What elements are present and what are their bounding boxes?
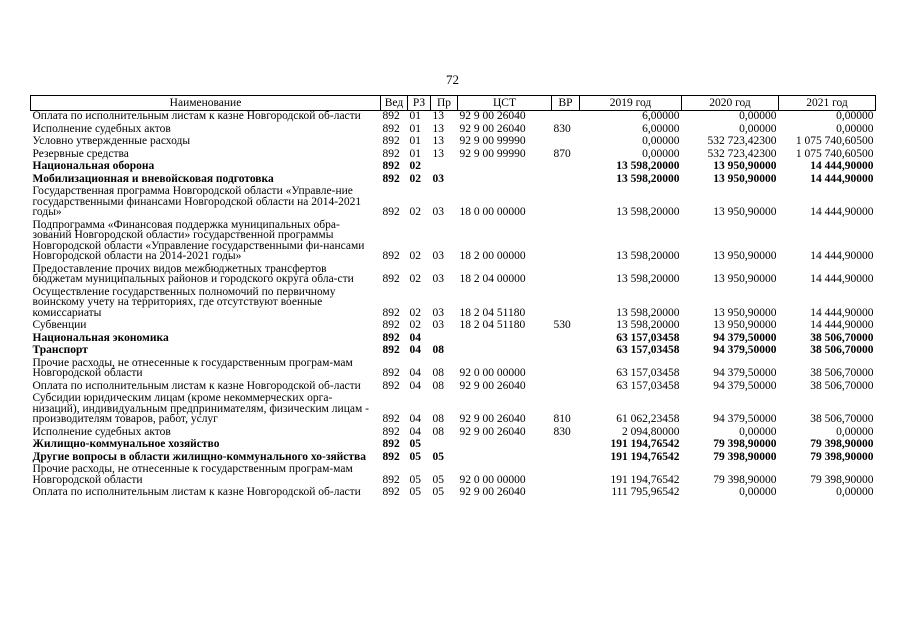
row-amount-2019: 13 598,20000 (616, 319, 680, 331)
row-amount-2019: 0,00000 (642, 135, 680, 147)
row-name: Субвенции (32, 319, 87, 331)
row-cst: 92 9 00 26040 (459, 486, 526, 498)
row-amount-2020: 0,00000 (739, 425, 777, 438)
row-vr (552, 345, 580, 358)
row-vr: 830 (553, 425, 571, 438)
row-rz: 01 (409, 135, 421, 147)
row-pr: 05 (432, 486, 444, 498)
row-rz: 02 (409, 206, 421, 218)
row-ved: 892 (382, 135, 400, 147)
row-cst (458, 345, 552, 358)
row-amount-2021: 38 506,70000 (810, 331, 874, 344)
row-cst: 92 0 00 00000 (459, 473, 526, 486)
row-amount-2019: 61 062,23458 (616, 413, 680, 425)
row-cst: 92 9 00 26040 (459, 425, 526, 438)
col-header-2021: 2021 год (779, 96, 876, 111)
row-amount-2020: 13 950,90000 (713, 273, 777, 285)
row-pr: 13 (432, 147, 444, 160)
table-row (31, 264, 876, 287)
row-amount-2021: 79 398,90000 (810, 473, 874, 486)
row-cst: 92 9 00 99990 (459, 147, 526, 160)
row-amount-2020: 79 398,90000 (713, 473, 777, 486)
row-vr (552, 333, 580, 346)
row-vr: 530 (553, 319, 571, 331)
row-amount-2020: 94 379,50000 (713, 413, 777, 425)
table-row (31, 439, 876, 452)
row-name: Осуществление государственных полномочий по первичному воинскому учету на территориях, где отсутствуют военные комиссариаты (32, 285, 336, 319)
row-ved: 892 (382, 450, 400, 463)
row-amount-2020: 79 398,90000 (713, 438, 777, 450)
table-row (31, 161, 876, 174)
row-amount-2021: 0,00000 (836, 122, 874, 135)
row-amount-2019: 2 094,80000 (622, 425, 680, 438)
row-name: Жилищно-коммунальное хозяйство (32, 438, 220, 450)
row-name: Транспорт (32, 344, 88, 356)
row-name: Подпрограмма «Финансовая поддержка муниципальных обра-зований Новгородской области» государственной программы Новгородской области «Управление государственными фи-нансами Новгородской области на 2014-2021 годы» (32, 218, 365, 262)
row-pr (431, 161, 458, 174)
col-header-cst: ЦСТ (458, 96, 552, 111)
row-vr (552, 287, 580, 321)
row-amount-2020: 0,00000 (739, 122, 777, 135)
row-amount-2020: 94 379,50000 (713, 379, 777, 392)
row-ved: 892 (382, 331, 400, 344)
row-vr: 870 (553, 147, 571, 160)
row-name: Прочие расходы, не отнесенные к государственным програм-мам Новгородской области (32, 356, 353, 379)
row-rz: 05 (409, 438, 421, 450)
row-ved: 892 (382, 206, 400, 218)
row-vr (552, 452, 580, 465)
row-pr: 08 (432, 413, 444, 425)
row-amount-2019: 13 598,20000 (616, 306, 680, 319)
table-header-row (31, 96, 876, 111)
row-vr: 830 (553, 122, 571, 135)
row-name: Прочие расходы, не отнесенные к государственным програм-мам Новгородской области (32, 463, 353, 486)
row-name: Мобилизационная и вневойсковая подготовка (32, 172, 274, 185)
row-amount-2020: 13 950,90000 (713, 319, 777, 331)
row-ved: 892 (382, 306, 400, 319)
row-amount-2021: 38 506,70000 (810, 379, 874, 392)
row-ved: 892 (382, 379, 400, 392)
table-row (31, 358, 876, 381)
row-pr: 08 (432, 379, 444, 392)
row-amount-2019: 13 598,20000 (616, 273, 680, 285)
col-header-vr: ВР (552, 96, 580, 111)
row-cst: 18 2 00 00000 (459, 250, 526, 262)
row-amount-2020: 94 379,50000 (713, 367, 777, 379)
row-pr: 08 (432, 344, 444, 356)
row-amount-2021: 79 398,90000 (810, 438, 874, 450)
row-rz: 01 (409, 122, 421, 135)
row-amount-2020: 94 379,50000 (713, 344, 777, 356)
row-amount-2020: 13 950,90000 (713, 172, 777, 185)
row-amount-2020: 532 723,42300 (707, 147, 777, 160)
row-amount-2021: 14 444,90000 (810, 250, 874, 262)
row-name: Национальная оборона (32, 160, 155, 172)
row-pr: 03 (432, 172, 444, 185)
row-vr (552, 136, 580, 149)
row-pr: 03 (432, 273, 444, 285)
row-cst (458, 333, 552, 346)
row-amount-2021: 14 444,90000 (810, 172, 874, 185)
row-vr (552, 264, 580, 287)
table-row (31, 487, 876, 500)
row-cst: 18 2 04 51180 (459, 319, 526, 331)
row-ved: 892 (382, 110, 400, 122)
row-cst: 92 9 00 26040 (459, 122, 526, 135)
row-rz: 05 (409, 450, 421, 463)
col-header-rz: РЗ (408, 96, 431, 111)
row-vr (552, 381, 580, 394)
row-pr: 03 (432, 206, 444, 218)
row-cst: 18 2 04 00000 (459, 273, 526, 285)
row-cst: 92 9 00 26040 (459, 413, 526, 425)
row-rz: 02 (409, 250, 421, 262)
row-vr (552, 174, 580, 187)
row-amount-2019: 63 157,03458 (616, 331, 680, 344)
row-pr: 05 (432, 450, 444, 463)
page-number: 72 (446, 72, 459, 87)
row-rz: 01 (409, 110, 421, 122)
row-pr (431, 439, 458, 452)
row-name: Оплата по исполнительным листам к казне Новгородской об-ласти (32, 379, 361, 392)
row-cst (458, 452, 552, 465)
row-amount-2019: 13 598,20000 (616, 250, 680, 262)
row-rz: 05 (409, 486, 421, 498)
row-amount-2021: 14 444,90000 (810, 160, 874, 172)
row-rz: 04 (409, 367, 421, 379)
row-rz: 05 (409, 473, 421, 486)
row-amount-2019: 63 157,03458 (616, 367, 680, 379)
row-amount-2019: 6,00000 (642, 122, 680, 135)
row-rz: 02 (409, 172, 421, 185)
row-amount-2019: 63 157,03458 (616, 379, 680, 392)
table-row (31, 345, 876, 358)
row-amount-2021: 1 075 740,60500 (795, 147, 874, 160)
table-body (31, 111, 876, 500)
row-vr (552, 439, 580, 452)
row-amount-2020: 13 950,90000 (713, 306, 777, 319)
row-amount-2019: 191 194,76542 (610, 438, 680, 450)
row-pr: 03 (432, 306, 444, 319)
row-name: Другие вопросы в области жилищно-коммунального хо-зяйства (32, 450, 366, 463)
row-amount-2019: 0,00000 (642, 147, 680, 160)
row-amount-2021: 79 398,90000 (810, 450, 874, 463)
row-amount-2019: 13 598,20000 (616, 160, 680, 172)
row-name: Условно утвержденные расходы (32, 135, 191, 147)
row-ved: 892 (382, 473, 400, 486)
row-amount-2019: 13 598,20000 (616, 172, 680, 185)
row-amount-2019: 191 194,76542 (610, 473, 680, 486)
row-amount-2021: 14 444,90000 (810, 306, 874, 319)
row-ved: 892 (382, 273, 400, 285)
row-name: Государственная программа Новгородской области «Управле-ние государственными финансами Новгородской области на 2014-2021 годы» (32, 185, 362, 218)
row-rz: 04 (409, 344, 421, 356)
row-amount-2020: 532 723,42300 (707, 135, 777, 147)
row-vr: 810 (553, 413, 571, 425)
row-rz: 02 (409, 319, 421, 331)
row-pr: 13 (432, 135, 444, 147)
row-rz: 02 (409, 273, 421, 285)
row-cst (458, 439, 552, 452)
row-amount-2021: 0,00000 (836, 486, 874, 498)
row-amount-2021: 38 506,70000 (810, 413, 874, 425)
row-ved: 892 (382, 122, 400, 135)
row-rz: 01 (409, 147, 421, 160)
col-header-2019: 2019 год (580, 96, 682, 111)
row-ved: 892 (382, 344, 400, 356)
row-pr: 05 (432, 473, 444, 486)
row-amount-2020: 13 950,90000 (713, 206, 777, 218)
row-pr: 03 (432, 319, 444, 331)
table-row (31, 220, 876, 264)
row-amount-2021: 0,00000 (836, 110, 874, 122)
row-amount-2019: 13 598,20000 (616, 206, 680, 218)
row-ved: 892 (382, 172, 400, 185)
row-amount-2020: 94 379,50000 (713, 331, 777, 344)
row-amount-2019: 63 157,03458 (616, 344, 680, 356)
budget-table (30, 95, 876, 500)
table-row (31, 136, 876, 149)
row-amount-2020: 0,00000 (739, 486, 777, 498)
row-rz: 04 (409, 425, 421, 438)
col-header-name: Наименование (31, 96, 381, 111)
row-cst (458, 174, 552, 187)
row-amount-2021: 0,00000 (836, 425, 874, 438)
row-pr: 13 (432, 110, 444, 122)
row-rz: 02 (409, 306, 421, 319)
col-header-ved: Вед (381, 96, 408, 111)
row-cst: 92 9 00 26040 (459, 379, 526, 392)
row-vr (552, 161, 580, 174)
table-row (31, 111, 876, 124)
row-pr: 08 (432, 425, 444, 438)
table-row (31, 464, 876, 487)
row-amount-2021: 14 444,90000 (810, 319, 874, 331)
row-ved: 892 (382, 147, 400, 160)
col-header-2020: 2020 год (682, 96, 779, 111)
row-ved: 892 (382, 160, 400, 172)
row-amount-2019: 111 795,96542 (611, 486, 680, 498)
row-vr (552, 464, 580, 487)
row-name: Субсидии юридическим лицам (кроме некоммерческих орга-низаций), индивидуальным предпринимателям, физическим лицам - производителям товаров, работ, услуг (32, 392, 369, 425)
row-name: Исполнение судебных актов (32, 425, 171, 438)
row-cst (458, 161, 552, 174)
row-vr (552, 111, 580, 124)
row-ved: 892 (382, 367, 400, 379)
table-row (31, 186, 876, 220)
row-vr (552, 220, 580, 264)
table-row (31, 393, 876, 427)
row-rz: 04 (409, 331, 421, 344)
row-ved: 892 (382, 250, 400, 262)
row-cst: 92 9 00 26040 (459, 110, 526, 122)
row-cst: 18 2 04 51180 (459, 306, 526, 319)
row-amount-2021: 38 506,70000 (810, 344, 874, 356)
row-rz: 04 (409, 379, 421, 392)
row-name: Предоставление прочих видов межбюджетных трансфертов бюджетам муниципальных районов и городского округа обла-сти (32, 262, 354, 285)
row-amount-2020: 0,00000 (739, 110, 777, 122)
row-amount-2021: 14 444,90000 (810, 273, 874, 285)
row-amount-2020: 79 398,90000 (713, 450, 777, 463)
row-pr: 03 (432, 250, 444, 262)
row-name: Оплата по исполнительным листам к казне Новгородской об-ласти (32, 486, 361, 498)
row-name: Национальная экономика (32, 331, 169, 344)
row-vr (552, 358, 580, 381)
table-row (31, 320, 876, 333)
row-pr: 08 (432, 367, 444, 379)
row-vr (552, 186, 580, 220)
table-row (31, 287, 876, 321)
row-ved: 892 (382, 425, 400, 438)
row-cst: 92 0 00 00000 (459, 367, 526, 379)
row-amount-2019: 6,00000 (642, 110, 680, 122)
row-name: Резервные средства (32, 147, 129, 160)
row-name: Исполнение судебных актов (32, 122, 171, 135)
row-amount-2020: 13 950,90000 (713, 160, 777, 172)
row-amount-2021: 38 506,70000 (810, 367, 874, 379)
row-ved: 892 (382, 319, 400, 331)
row-rz: 02 (409, 160, 421, 172)
row-amount-2021: 1 075 740,60500 (795, 135, 874, 147)
row-cst: 92 9 00 99990 (459, 135, 526, 147)
row-cst: 18 0 00 00000 (459, 206, 526, 218)
row-amount-2019: 191 194,76542 (610, 450, 680, 463)
row-name: Оплата по исполнительным листам к казне Новгородской об-ласти (32, 110, 361, 122)
row-ved: 892 (382, 438, 400, 450)
col-header-pr: Пр (431, 96, 458, 111)
row-vr (552, 487, 580, 500)
row-amount-2020: 13 950,90000 (713, 250, 777, 262)
row-amount-2021: 14 444,90000 (810, 206, 874, 218)
row-ved: 892 (382, 413, 400, 425)
row-rz: 04 (409, 413, 421, 425)
row-ved: 892 (382, 486, 400, 498)
row-pr: 13 (432, 122, 444, 135)
